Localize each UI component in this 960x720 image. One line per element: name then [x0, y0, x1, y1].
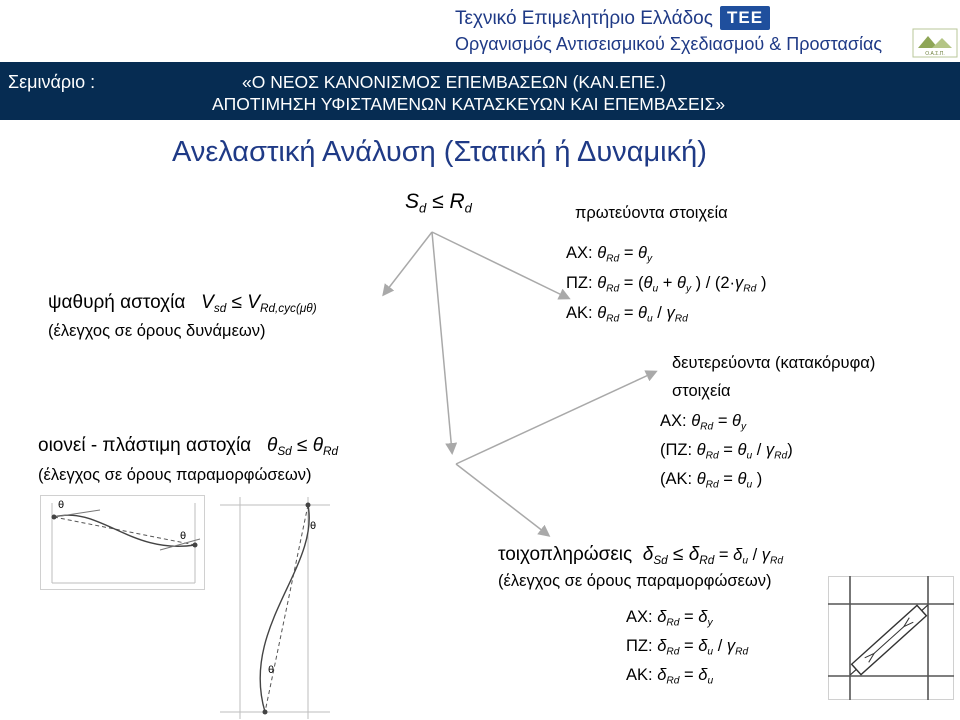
secondary-pz: (ΠΖ: $\theta_{Rd} = \theta_u / \gamma_{Rd}$) — [660, 441, 793, 462]
arrow-to-ductile — [432, 232, 452, 452]
theta-label-1: θ — [58, 500, 65, 511]
org-name-oasp: Οργανισμός Αντισεισμικού Σχεδιασμού & Προστασίας — [455, 34, 883, 54]
seminar-title-line2: ΑΠΟΤΙΜΗΣΗ ΥΦΙΣΤΑΜΕΝΩΝ ΚΑΤΑΣΚΕΥΩΝ ΚΑΙ ΕΠΕΜΒΑΣΕΙΣ» — [212, 94, 726, 114]
arrow-to-brittle — [384, 232, 432, 294]
secondary-title-line2: στοιχεία — [672, 382, 731, 400]
tee-logo: ΤΕΕ — [720, 6, 770, 30]
primary-title: πρωτεύοντα στοιχεία — [575, 204, 728, 222]
org-name-tee: Τεχνικό Επιμελητήριο Ελλάδος — [455, 8, 713, 29]
brittle-note: (έλεγχος σε όρους δυνάμεων) — [48, 322, 266, 340]
primary-ak: ΑΚ: $\theta_{Rd} = \theta_u / \gamma_{Rd}$ — [566, 304, 688, 325]
slide-title: Ανελαστική Ανάλυση (Στατική ή Δυναμική) — [172, 136, 707, 168]
oasp-logo-text: Ο.Α.Σ.Π. — [925, 51, 945, 57]
primary-pz: ΠΖ: $\theta_{Rd} = (\theta_u + \theta_y$ ) / ($2\cdot\gamma_{Rd}$ ) — [566, 274, 767, 295]
infill-pz: ΠΖ: $\delta_{Rd} = \delta_u / \gamma_{Rd}$ — [626, 637, 749, 658]
theta-label-4: θ — [268, 665, 275, 676]
infill-ax: ΑΧ: $\delta_{Rd} = \delta_y$ — [626, 608, 713, 629]
secondary-title-line1: δευτερεύοντα (κατακόρυφα) — [672, 354, 876, 372]
seminar-label: Σεμινάριο : — [8, 72, 96, 92]
column-rotation-diagram — [220, 497, 330, 720]
arrow-to-infill — [456, 464, 548, 535]
brittle-failure-check: ψαθυρή αστοχία $V_{sd} \le V_{Rd,cyc(\mu\theta)}$ — [48, 292, 317, 316]
infill-strut-diagram — [828, 576, 954, 700]
beam-rotation-diagram — [40, 495, 205, 590]
infill-note: (έλεγχος σε όρους παραμορφώσεων) — [498, 572, 772, 590]
secondary-ak: (ΑΚ: $\theta_{Rd} = \theta_u$ ) — [660, 470, 763, 491]
primary-ax: ΑΧ: $\theta_{Rd} = \theta_y$ — [566, 244, 653, 265]
ductile-failure-check: οιονεί - πλάστιμη αστοχία $\theta_{Sd} \le \theta_{Rd}$ — [38, 435, 339, 459]
main-condition: $S_d \le R_d$ — [405, 190, 472, 216]
secondary-ax: ΑΧ: $\theta_{Rd} = \theta_y$ — [660, 412, 747, 433]
theta-label-3: θ — [310, 521, 317, 532]
seminar-title-line1: «Ο ΝΕΟΣ ΚΑΝΟΝΙΣΜΟΣ ΕΠΕΜΒΑΣΕΩΝ (ΚΑΝ.ΕΠΕ.) — [242, 72, 666, 92]
infill-ak: ΑΚ: $\delta_{Rd} = \delta_u$ — [626, 666, 714, 687]
ductile-note: (έλεγχος σε όρους παραμορφώσεων) — [38, 466, 312, 484]
arrow-to-primary — [432, 232, 568, 298]
infill-check: τοιχοπληρώσεις $\delta_{Sd} \le \delta_{Rd} = \delta_u / \gamma_{Rd}$ — [498, 544, 784, 568]
theta-label-2: θ — [180, 531, 187, 542]
arrow-to-secondary — [456, 372, 655, 464]
